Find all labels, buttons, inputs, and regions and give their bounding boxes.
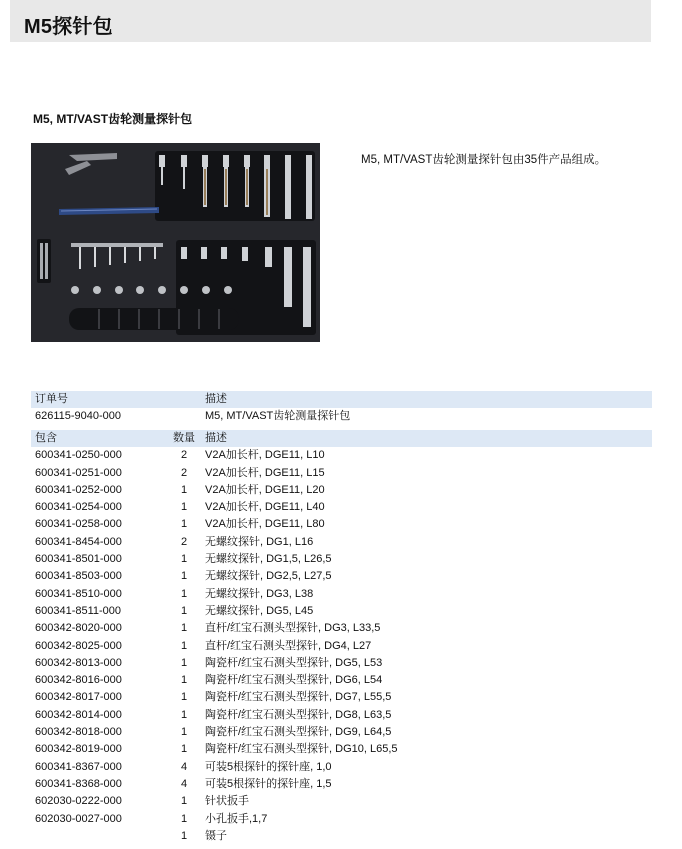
- part-description: 无螺纹探针, DG5, L45: [205, 604, 314, 617]
- part-qty: 2: [180, 535, 188, 548]
- part-qty: 1: [180, 812, 188, 825]
- part-description: V2A加长杆, DGE11, L40: [205, 501, 325, 514]
- table-row: [31, 447, 652, 464]
- part-code: 600342-8014-000: [35, 708, 122, 721]
- table-row: [31, 655, 652, 672]
- part-description: 陶瓷杆/红宝石测头型探针, DG5, L53: [205, 656, 383, 669]
- part-description: 陶瓷杆/红宝石测头型探针, DG9, L64,5: [205, 726, 392, 739]
- table-row: [31, 499, 652, 516]
- order-code: 626115-9040-000: [35, 410, 122, 423]
- part-description: 陶瓷杆/红宝石测头型探针, DG10, L65,5: [205, 743, 398, 756]
- order-table-header: [31, 391, 652, 408]
- part-description: 小孔扳手,1,7: [205, 812, 268, 825]
- part-code: 600341-8367-000: [35, 760, 122, 773]
- table-row: [31, 828, 652, 845]
- part-description: 针状扳手: [205, 795, 249, 808]
- table-row: [31, 568, 652, 585]
- part-description: 陶瓷杆/红宝石测头型探针, DG6, L54: [205, 674, 383, 687]
- header-description: 描述: [201, 391, 652, 408]
- part-qty: 1: [180, 639, 188, 652]
- part-code: 600341-0251-000: [35, 466, 122, 479]
- table-row: [31, 603, 652, 620]
- part-code: 600342-8025-000: [35, 639, 122, 652]
- table-row: [31, 724, 652, 741]
- table-row: [31, 551, 652, 568]
- part-code: 600341-0258-000: [35, 518, 122, 531]
- table-row: [31, 586, 652, 603]
- part-description: 可装5根探针的探针座, 1,5: [205, 777, 332, 790]
- title-bar: [10, 0, 651, 42]
- part-qty: 1: [180, 553, 188, 566]
- order-description: M5, MT/VAST齿轮测量探针包: [205, 410, 351, 423]
- part-description: 无螺纹探针, DG1, L16: [205, 535, 314, 548]
- table-row: [31, 689, 652, 706]
- part-code: [31, 828, 167, 845]
- part-description: V2A加长杆, DGE11, L20: [205, 483, 325, 496]
- section-description: M5, MT/VAST齿轮测量探针包由35件产品组成。: [361, 154, 607, 166]
- part-code: 600342-8017-000: [35, 691, 122, 704]
- part-qty: 1: [180, 795, 188, 808]
- part-qty: 1: [180, 674, 188, 687]
- part-qty: 1: [180, 726, 188, 739]
- table-row: [31, 672, 652, 689]
- part-description: 可装5根探针的探针座, 1,0: [205, 760, 332, 773]
- part-description: 无螺纹探针, DG1,5, L26,5: [205, 553, 332, 566]
- part-code: 602030-0222-000: [35, 795, 122, 808]
- table-row: [31, 620, 652, 637]
- part-code: 600341-8368-000: [35, 777, 122, 790]
- part-qty: 1: [180, 656, 188, 669]
- part-description: 镊子: [205, 829, 227, 842]
- order-table: [31, 391, 652, 426]
- parts-table-header: [31, 430, 652, 447]
- part-qty: 1: [180, 570, 188, 583]
- header-order-no: 订单号: [31, 391, 167, 408]
- part-description: 陶瓷杆/红宝石测头型探针, DG8, L63,5: [205, 708, 392, 721]
- table-row: [31, 707, 652, 724]
- part-qty: 4: [180, 777, 188, 790]
- part-qty: 1: [180, 691, 188, 704]
- header-empty: [167, 391, 201, 408]
- part-qty: 1: [180, 518, 188, 531]
- table-row: [31, 759, 652, 776]
- part-qty: 2: [180, 466, 188, 479]
- section-title: M5, MT/VAST齿轮测量探针包: [33, 112, 193, 126]
- part-qty: 1: [180, 743, 188, 756]
- table-row: [31, 776, 652, 793]
- order-qty-empty: [167, 408, 201, 425]
- part-code: 600341-8510-000: [35, 587, 122, 600]
- part-code: 600341-0252-000: [35, 483, 122, 496]
- table-row: [31, 465, 652, 482]
- table-row: [31, 638, 652, 655]
- part-qty: 1: [180, 708, 188, 721]
- part-description: 无螺纹探针, DG2,5, L27,5: [205, 570, 332, 583]
- part-qty: 1: [180, 501, 188, 514]
- part-qty: 1: [180, 622, 188, 635]
- part-qty: 1: [180, 483, 188, 496]
- part-description: V2A加长杆, DGE11, L15: [205, 466, 325, 479]
- header-contents: 包含: [31, 430, 167, 447]
- table-row: [31, 482, 652, 499]
- part-code: 602030-0027-000: [35, 812, 122, 825]
- page-title: M5探针包: [24, 16, 113, 38]
- part-description: V2A加长杆, DGE11, L80: [205, 518, 325, 531]
- part-code: 600342-8019-000: [35, 743, 122, 756]
- part-code: 600342-8013-000: [35, 656, 122, 669]
- part-code: 600341-8511-000: [35, 604, 122, 617]
- part-description: 陶瓷杆/红宝石测头型探针, DG7, L55,5: [205, 691, 392, 704]
- part-qty: 4: [180, 760, 188, 773]
- table-row: [31, 793, 652, 810]
- parts-table-body: [31, 447, 652, 845]
- part-code: 600342-8020-000: [35, 622, 122, 635]
- table-row: [31, 516, 652, 533]
- part-description: V2A加长杆, DGE11, L10: [205, 449, 325, 462]
- part-description: 直杆/红宝石测头型探针, DG4, L27: [205, 639, 372, 652]
- part-qty: 2: [180, 449, 188, 462]
- header-quantity: 数量: [167, 430, 201, 447]
- table-row: [31, 811, 652, 828]
- probe-kit-image: [31, 143, 320, 342]
- table-row: [31, 534, 652, 551]
- part-code: 600341-8454-000: [35, 535, 122, 548]
- part-description: 直杆/红宝石测头型探针, DG3, L33,5: [205, 622, 381, 635]
- part-code: 600341-0254-000: [35, 501, 122, 514]
- part-description: 无螺纹探针, DG3, L38: [205, 587, 314, 600]
- part-code: 600341-8501-000: [35, 553, 122, 566]
- part-code: 600342-8016-000: [35, 674, 122, 687]
- table-row: [31, 741, 652, 758]
- part-qty: 1: [180, 604, 188, 617]
- part-qty: 1: [180, 587, 188, 600]
- part-code: 600342-8018-000: [35, 726, 122, 739]
- part-qty: 1: [180, 829, 188, 842]
- header-description: 描述: [201, 430, 652, 447]
- part-code: 600341-0250-000: [35, 449, 122, 462]
- order-row: [31, 408, 652, 425]
- part-code: 600341-8503-000: [35, 570, 122, 583]
- parts-table: [31, 430, 652, 845]
